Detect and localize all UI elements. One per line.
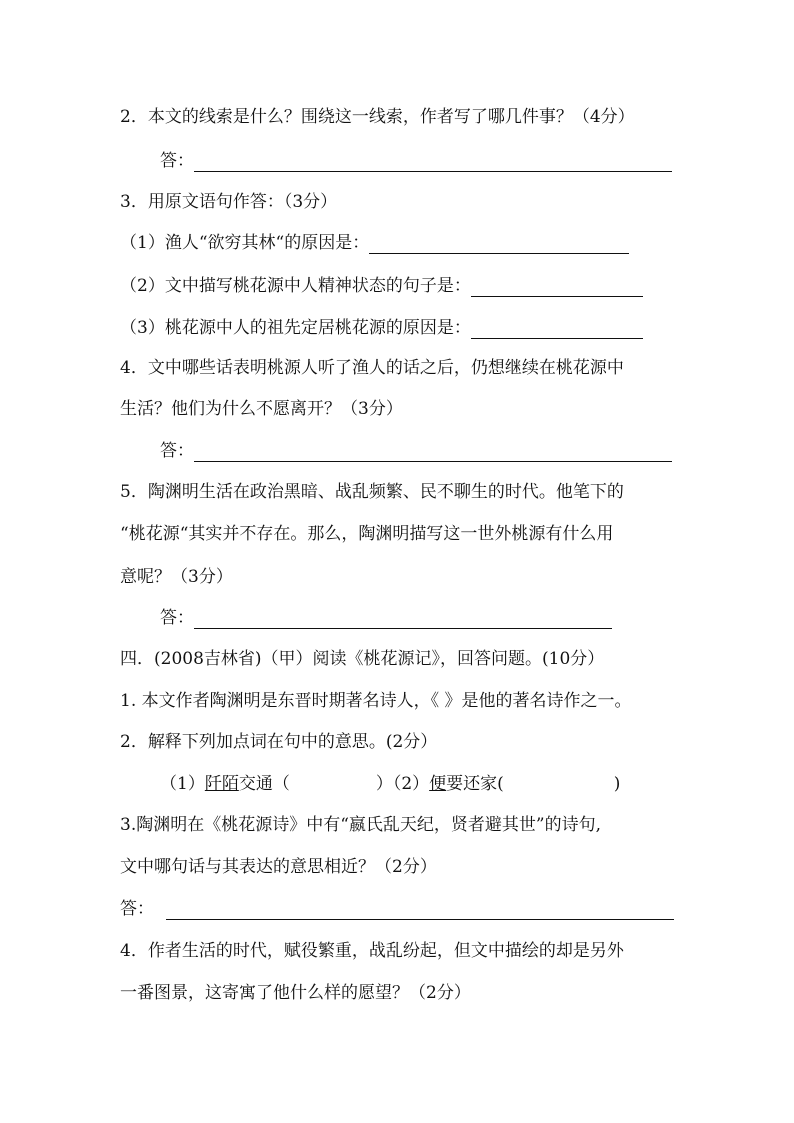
answer-row-q5 xyxy=(160,607,612,629)
section-4-question-3-line1: 3.陶渊明在《桃花源诗》中有“嬴氏乱天纪，贤者避其世”的诗句, xyxy=(120,815,602,835)
answer-blank[interactable] xyxy=(194,153,672,172)
answer-blank[interactable] xyxy=(471,320,643,339)
item-2-number: （2） xyxy=(392,774,430,794)
answer-row-q2 xyxy=(160,150,672,172)
q3-sub1-text: （1）渔人“欲穷其林“的原因是： xyxy=(120,233,370,253)
question-4-line2: 生活？他们为什么不愿离开？（3分） xyxy=(120,399,403,419)
section-4-question-3-line2: 文中哪句话与其表达的意思相近？（2分） xyxy=(120,857,437,877)
answer-label: 答： xyxy=(160,441,194,461)
answer-label: 答： xyxy=(160,608,194,628)
section-4-question-2-items xyxy=(160,773,620,795)
answer-blank[interactable] xyxy=(369,235,629,254)
q3-sub2-row xyxy=(120,275,643,297)
item-2-context: 要还家( xyxy=(446,774,504,794)
item-1-dotted-word: 阡陌 xyxy=(204,774,239,794)
question-4-line1: 4．文中哪些话表明桃源人听了渔人的话之后，仍想继续在桃花源中 xyxy=(120,358,624,378)
q3-sub2-text: （2）文中描写桃花源中人精神状态的句子是： xyxy=(120,276,471,296)
item-1-close: ） xyxy=(375,774,393,794)
item-1-number: （1） xyxy=(160,774,205,794)
q3-sub1-row xyxy=(120,232,629,254)
item-2-close: ) xyxy=(613,774,621,794)
answer-label: 答： xyxy=(120,899,154,919)
item-2-dotted-word: 便 xyxy=(429,774,447,794)
section-4-question-4-line1: 4．作者生活的时代，赋役繁重，战乱纷起，但文中描绘的却是另外 xyxy=(120,941,624,961)
section-4-question-4-line2: 一番图景，这寄寓了他什么样的愿望？（2分） xyxy=(120,983,471,1003)
answer-blank[interactable] xyxy=(471,278,643,297)
section-4-question-1: 1. 本文作者陶渊明是东晋时期著名诗人，《 》是他的著名诗作之一。 xyxy=(120,691,632,711)
question-3: 3．用原文语句作答：（3分） xyxy=(120,192,338,212)
q3-sub3-text: （3）桃花源中人的祖先定居桃花源的原因是： xyxy=(120,318,471,338)
answer-row-q4 xyxy=(160,440,672,462)
question-5-line2: “桃花源“其实并不存在。那么，陶渊明描写这一世外桃源有什么用 xyxy=(120,524,614,544)
question-5-line1: 5．陶渊明生活在政治黑暗、战乱频繁、民不聊生的时代。他笔下的 xyxy=(120,482,624,502)
answer-blank[interactable] xyxy=(194,443,672,462)
answer-blank[interactable] xyxy=(166,901,674,920)
question-2: 2．本文的线索是什么？围绕这一线索，作者写了哪几件事？（4分） xyxy=(120,107,635,127)
q3-sub3-row xyxy=(120,317,643,339)
section-4-question-2: 2．解释下列加点词在句中的意思。(2分） xyxy=(120,732,438,752)
section-4-title: 四．(2008吉林省)（甲）阅读《桃花源记》，回答问题。(10分） xyxy=(120,649,605,669)
item-1-context: 交通（ xyxy=(238,774,290,794)
question-5-line3: 意呢？（3分） xyxy=(120,567,233,587)
answer-blank[interactable] xyxy=(194,610,612,629)
answer-label: 答： xyxy=(160,151,194,171)
answer-row-s4-q3 xyxy=(120,898,674,920)
